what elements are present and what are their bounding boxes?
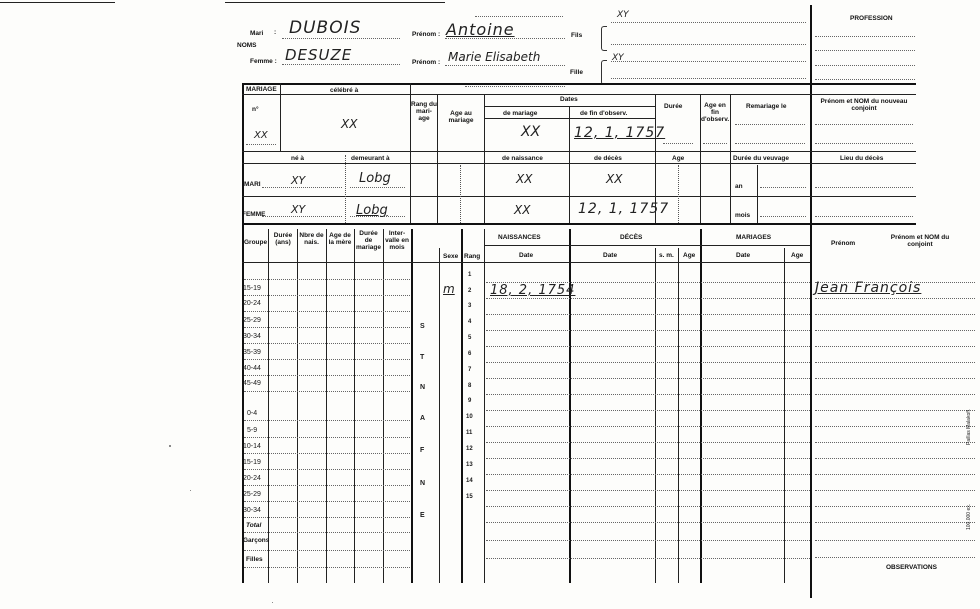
rank-number: 13 — [466, 462, 473, 468]
rank-number: 15 — [466, 494, 473, 500]
femme-demeurant-value: Lobg — [356, 203, 388, 218]
enfants-letter-3: N — [420, 384, 426, 391]
prenom-label: Prénom — [831, 240, 856, 247]
rank-number: 6 — [468, 351, 472, 357]
age-mere-label: Age de la mère — [328, 232, 352, 247]
total-label: Total — [246, 522, 262, 529]
group-label: 15-19 — [243, 285, 261, 292]
child-birth-value: 18, 2, 1754 — [490, 283, 576, 298]
mari-prenom: Antoine — [446, 20, 515, 39]
group-label: 40-44 — [243, 365, 261, 372]
enfants-letter-5: F — [420, 447, 425, 454]
sexe-label: Sexe — [443, 253, 459, 260]
intervalle-label: Inter-valle en mois — [385, 230, 409, 252]
duree-label: Durée — [664, 103, 683, 110]
rank-number: 1 — [468, 272, 472, 278]
age-spouse-label: Age — [672, 155, 685, 162]
print-run-mark: 100.000 ex. — [966, 503, 972, 530]
date-fin-value: 12, 1, 1757 — [574, 125, 666, 141]
femme-label: Femme : — [250, 58, 277, 65]
rang-col-label: Rang — [464, 253, 481, 260]
fille-bracket — [601, 60, 607, 85]
enfants-letter-2: T — [420, 354, 425, 361]
group-label: 5-9 — [247, 427, 258, 434]
mariages-age-label: Age — [791, 252, 804, 259]
rank-number: 4 — [468, 319, 472, 325]
fille-label: Fille — [570, 69, 584, 76]
femme-row-label: FEMME — [242, 211, 266, 218]
mois-label: mois — [735, 212, 751, 219]
demeurant-label: demeurant à — [351, 155, 390, 162]
rank-number: 5 — [468, 335, 472, 341]
fille-value: XY — [612, 53, 624, 63]
rank-number: 14 — [466, 478, 473, 484]
enfants-letter-1: S — [420, 323, 425, 330]
group-label: 25-29 — [243, 317, 261, 324]
rank-number: 12 — [466, 446, 473, 452]
rank-number: 7 — [468, 367, 472, 373]
femme-deces-value: 12, 1, 1757 — [578, 201, 670, 217]
profession-label: PROFESSION — [850, 15, 893, 22]
femme-ne-value: XY — [291, 203, 306, 216]
garcons-label: Garçons — [243, 537, 270, 544]
duree-mariage-label: Durée de mariage — [356, 230, 381, 252]
de-deces-label: de décès — [594, 155, 622, 162]
age-fin-label: Age en fin d'observ. — [701, 102, 730, 124]
fils-value: XY — [617, 10, 629, 20]
duree-ans-label: Durée (ans) — [273, 232, 293, 247]
group-label: 25-29 — [243, 491, 261, 498]
deces-age-label: Age — [683, 252, 696, 259]
child-prenom-value: Jean François — [815, 280, 922, 296]
nouveau-conjoint-label: Prénom et NOM du nouveau conjoint — [820, 98, 908, 113]
filles-label: Filles — [246, 556, 263, 563]
femme-prenom: Marie Elisabeth — [448, 50, 541, 64]
mariage-no-value: XX — [254, 130, 268, 141]
mariages-date-label: Date — [736, 252, 751, 259]
group-label: 20-24 — [243, 475, 261, 482]
de-naissance-label: de naissance — [502, 155, 543, 162]
de-mariage-label: de mariage — [503, 110, 538, 117]
groupe-label: Groupe — [244, 239, 268, 246]
duree-veuvage-label: Durée du veuvage — [733, 155, 789, 162]
mari-naissance-value: XX — [516, 172, 533, 186]
group-label: 0-4 — [247, 410, 258, 417]
mariage-place-value: XX — [341, 117, 358, 131]
mari-surname: DUBOIS — [289, 18, 362, 38]
enfants-letter-7: E — [420, 512, 425, 519]
enfants-letter-4: A — [420, 415, 426, 422]
remariage-label: Remariage le — [746, 103, 787, 110]
child-sex-value: m — [443, 282, 455, 296]
top-border-left — [0, 2, 115, 3]
femme-prenom-label: Prénom : — [412, 59, 441, 66]
deces-date-label: Date — [603, 252, 618, 259]
mari-demeurant-value: Lobg — [359, 171, 391, 186]
lieu-deces-label: Lieu du décès — [840, 155, 884, 162]
rank-number: 8 — [468, 383, 472, 389]
rank-number: 9 — [468, 398, 472, 404]
mari-ne-value: XY — [291, 174, 306, 187]
group-label: 45-49 — [243, 380, 261, 387]
group-label: 30-34 — [243, 507, 261, 514]
age-mariage-label: Age au mariage — [448, 110, 474, 125]
observations-label: OBSERVATIONS — [886, 564, 937, 571]
nbre-naiss-label: Nbre de nais. — [299, 232, 324, 247]
naissances-label: NAISSANCES — [498, 234, 541, 241]
prenom-nom-conjoint-label: Prénom et NOM du conjoint — [890, 234, 950, 249]
celebre-label: célébré à — [330, 87, 359, 94]
group-label: 20-24 — [243, 300, 261, 307]
fils-label: Fils — [571, 32, 583, 39]
mariages-label: MARIAGES — [736, 234, 772, 241]
rank-number: 11 — [466, 430, 473, 436]
femme-naissance-value: XX — [514, 203, 531, 217]
mari-row-label: MARI — [244, 181, 261, 188]
mariage-label: MARIAGE — [246, 86, 277, 93]
enfants-letter-6: N — [420, 480, 426, 487]
noms-label: NOMS — [237, 42, 257, 49]
rang-mariage-label: Rang du mari-age — [411, 101, 437, 123]
printer-mark: Paillas Malakoff. — [966, 408, 972, 445]
group-label: 10-14 — [243, 443, 261, 450]
naiss-date-label: Date — [519, 252, 534, 259]
mari-deces-value: XX — [606, 172, 623, 186]
mari-label: Mari — [250, 30, 264, 37]
rank-number: 10 — [466, 414, 473, 420]
top-border — [225, 2, 445, 3]
fils-bracket — [601, 26, 607, 51]
no-label: n° — [252, 106, 259, 113]
mari-prenom-label: Prénom : — [412, 31, 441, 38]
sm-label: s. m. — [659, 252, 674, 259]
ne-a-label: né à — [291, 155, 305, 162]
group-label: 35-39 — [243, 349, 261, 356]
deces-label: DÉCÈS — [620, 234, 643, 241]
femme-surname: DESUZE — [285, 46, 353, 64]
rank-number: 2 — [468, 288, 472, 294]
rank-number: 3 — [468, 303, 472, 309]
dates-label: Dates — [560, 96, 578, 103]
date-mariage-value: XX — [521, 124, 541, 140]
an-label: an — [735, 183, 743, 190]
group-label: 15-19 — [243, 459, 261, 466]
group-label: 30-34 — [243, 333, 261, 340]
de-fin-label: de fin d'observ. — [580, 110, 628, 117]
